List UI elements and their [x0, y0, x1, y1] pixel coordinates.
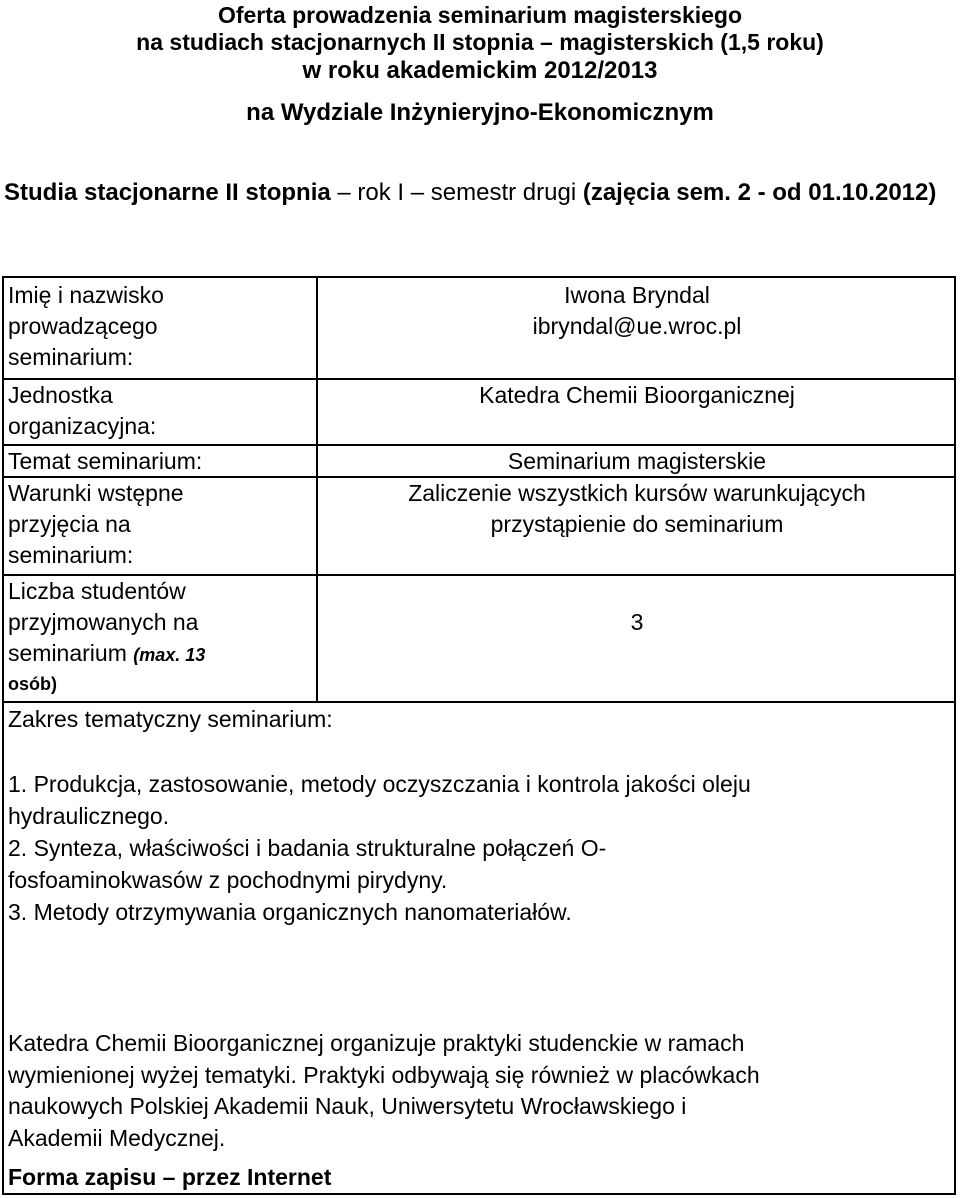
label-seminar-topic: Temat seminarium: — [8, 448, 203, 474]
row-divider — [2, 701, 956, 703]
lecturer-email: ibryndal@ue.wroc.pl — [532, 313, 742, 339]
internship-note: Katedra Chemii Bioorganicznej organizuje praktyki studenckie w ramach wymienionej wyżej tematyki. Praktyki odbywają się również w placówkach naukowych Polskiej Akademii Nauk, Uniwersytetu Wrocławskiego i Akademii Medycznej. — [8, 1030, 760, 1151]
header-offer-title: Oferta prowadzenia seminarium magisterskiego — [217, 2, 743, 28]
label-lecturer-name: Imię i nazwisko prowadzącego seminarium: — [8, 282, 164, 370]
label-student-count: Liczba studentów przyjmowanych na seminarium (max. 13 osób) — [8, 578, 206, 694]
header-study-type: na studiach stacjonarnych II stopnia – magisterskich (1,5 roku) — [136, 29, 824, 55]
label-entry-conditions: Warunki wstępne przyjęcia na seminarium: — [8, 480, 184, 568]
table-column-divider — [316, 276, 318, 702]
value-lecturer — [322, 280, 952, 342]
list-item: fosfoaminokwasów z pochodnymi pirydyny. — [8, 867, 448, 893]
value-entry-conditions: Zaliczenie wszystkich kursów warunkujących przystąpienie do seminarium — [408, 480, 866, 537]
list-item: 2. Synteza, właściwości i badania strukturalne połączeń O- — [8, 835, 607, 861]
value-seminar-topic: Seminarium magisterskie — [507, 448, 767, 474]
value-organizational-unit: Katedra Chemii Bioorganicznej — [479, 382, 795, 408]
study-classes-date: (zajęcia sem. 2 - od 01.10.2012) — [582, 179, 937, 206]
header-academic-year: w roku akademickim 2012/2013 — [302, 57, 658, 84]
header-faculty: na Wydziale Inżynieryjno-Ekonomicznym — [246, 99, 714, 126]
study-level: Studia stacjonarne II stopnia — [4, 179, 331, 206]
study-year-semester: – rok I – semestr drugi — [330, 179, 583, 206]
value-student-count: 3 — [630, 609, 644, 635]
lecturer-name: Iwona Bryndal — [564, 282, 710, 308]
list-item: 1. Produkcja, zastosowanie, metody oczyszczania i kontrola jakości oleju — [8, 771, 751, 797]
label-organizational-unit: Jednostka organizacyjna: — [8, 382, 157, 439]
label-thematic-scope: Zakres tematyczny seminarium: — [8, 706, 333, 732]
list-item: 3. Metody otrzymywania organicznych nanomateriałów. — [8, 899, 572, 925]
list-item: hydraulicznego. — [8, 803, 170, 829]
study-info — [4, 176, 960, 210]
topics-list — [8, 768, 948, 928]
registration-form: Forma zapisu – przez Internet — [8, 1164, 332, 1190]
